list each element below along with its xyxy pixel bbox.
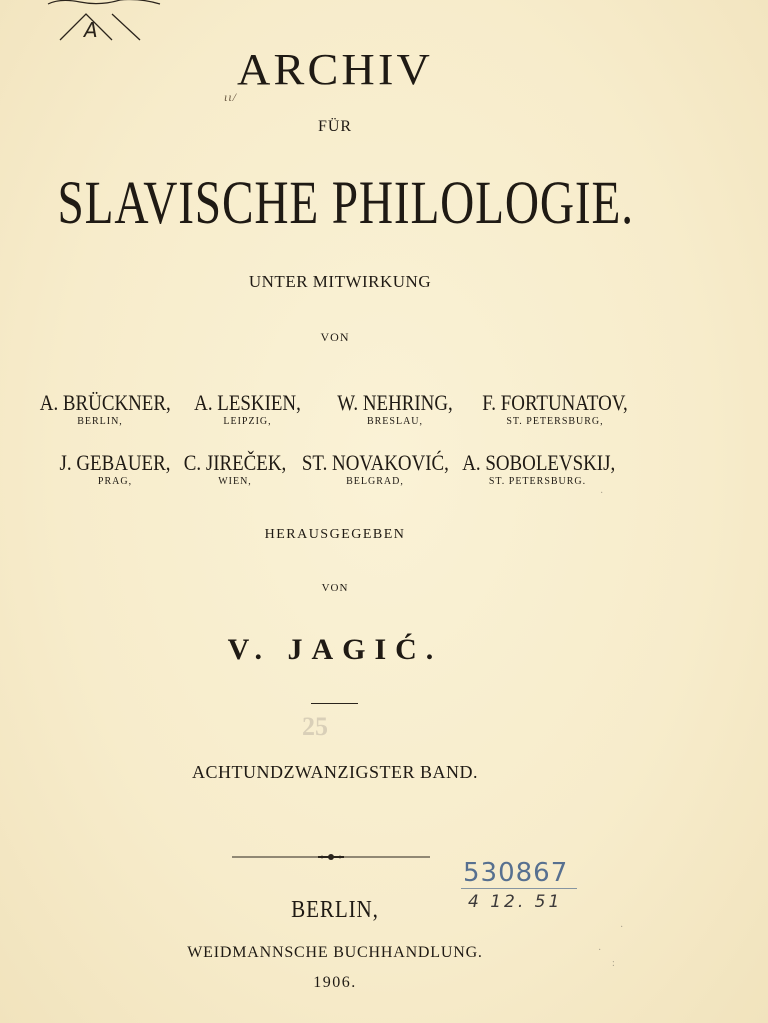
- imprint-year: 1906.: [313, 974, 357, 991]
- editor-name: V. JAGIĆ.: [227, 633, 443, 666]
- contributor-name: A. BRÜCKNER,: [39, 390, 171, 415]
- library-shelf-mark: [40, 0, 170, 50]
- contributor-city: BERLIN,: [77, 416, 123, 427]
- shelf-mark-letter: A: [84, 18, 98, 42]
- title-fuer: FÜR: [317, 118, 353, 135]
- herausgegeben-label: HERAUSGEGEBEN: [264, 527, 406, 542]
- contributor-jirecek: [175, 450, 295, 487]
- contributor-name: ST. NOVAKOVIĆ,: [301, 450, 449, 475]
- von-label-editor: VON: [321, 582, 349, 594]
- contributor-name: F. FORTUNATOV,: [482, 390, 628, 415]
- contributor-name: J. GEBAUER,: [59, 450, 171, 475]
- library-accession-stamp: 530867: [463, 858, 569, 888]
- contributor-city: BELGRAD,: [346, 476, 404, 487]
- main-title: SLAVISCHE PHILOLOGIE.: [57, 169, 634, 238]
- contributor-name: A. SOBOLEVSKIJ,: [462, 450, 616, 475]
- handwritten-date: 4 12. 51: [468, 892, 563, 912]
- volume-label: ACHTUNDZWANZIGSTER BAND.: [192, 762, 478, 782]
- contributor-sobolevskij: [450, 450, 625, 487]
- title-archiv: ARCHIV: [236, 45, 434, 94]
- stamp-underline: [461, 888, 577, 889]
- divider-rule: [311, 703, 358, 704]
- contributor-name: A. LESKIEN,: [194, 390, 301, 415]
- title-page: A ARCHIV ιι/ FÜR SLAVISCHE PHILOLOGIE. UNTER MITWIRKUNG VON A. BRÜCKNER, BERLIN, A. LESKIEN, LEIPZIG, W. NEHRING, BRESLAU, F. FORTUNATOV, ST. PETERSBURG, J. GEBAUER, PRAG, C. JIREČEK, WIEN, ST. NOVAKOVIĆ, BELGRAD, A. SOBOLEVSKIJ, ST. PETERSBURG. HERAUSGEGEBEN VON V. JAGIĆ. 25 ACHTUNDZWANZIGSTER BAND. 530867 4 12. 51 BERLIN, WEIDMANNSCHE BUCHHANDLUNG. 1906. · : · ·: [0, 0, 768, 1023]
- contributor-bruckner: [30, 390, 170, 427]
- imprint-place: BERLIN,: [291, 897, 379, 923]
- contributor-name: C. JIREČEK,: [183, 450, 287, 475]
- contributor-name: W. NEHRING,: [337, 390, 453, 415]
- contributor-city: LEIPZIG,: [223, 416, 272, 427]
- contributor-city: ST. PETERSBURG,: [506, 416, 604, 427]
- subtitle-unter-mitwirkung: UNTER MITWIRKUNG: [248, 272, 432, 291]
- contributor-city: PRAG,: [97, 476, 133, 487]
- contributor-novakovic: [290, 450, 460, 487]
- contributor-leskien: [180, 390, 315, 427]
- contributor-fortunatov: [470, 390, 640, 427]
- contributor-city: BRESLAU,: [366, 416, 424, 427]
- contributor-nehring: [325, 390, 465, 427]
- faint-bleed-mark: 25: [302, 712, 328, 741]
- imprint-publisher: WEIDMANNSCHE BUCHHANDLUNG.: [187, 944, 483, 961]
- ornament-divider: [232, 852, 430, 862]
- contributor-city: ST. PETERSBURG.: [488, 476, 587, 487]
- contributor-city: WIEN,: [218, 476, 252, 487]
- contributor-gebauer: [50, 450, 180, 487]
- pencil-annotation: ιι/: [224, 90, 238, 104]
- von-label: VON: [320, 330, 350, 344]
